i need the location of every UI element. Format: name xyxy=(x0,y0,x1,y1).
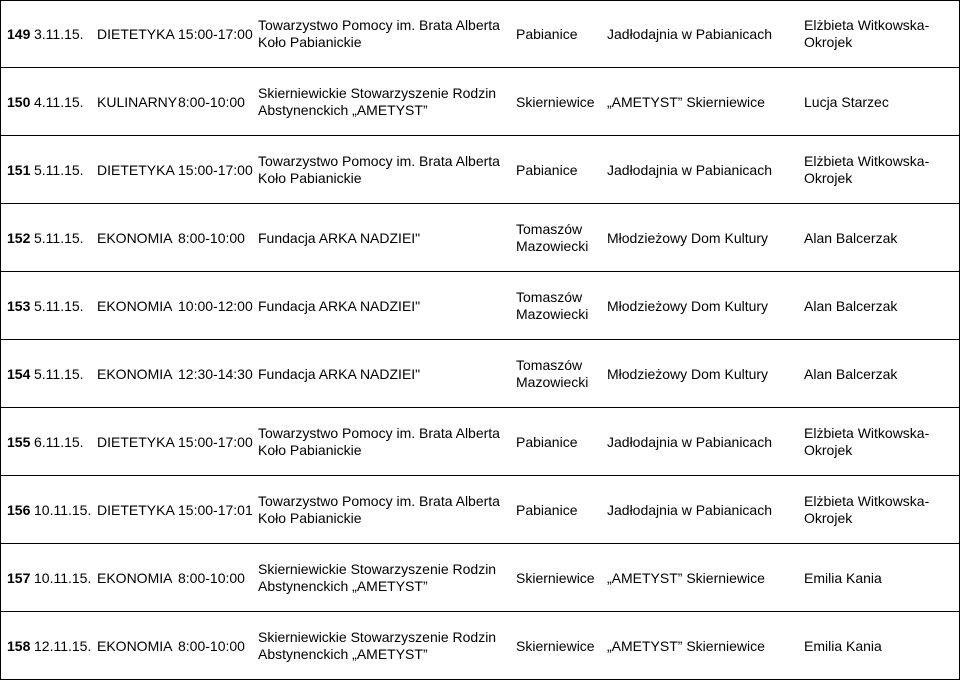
row-organization-line1: Fundacja ARKA NADZIEI" xyxy=(258,365,421,382)
row-subject: DIETETYKA xyxy=(97,433,175,450)
row-subject: EKONOMIA xyxy=(97,637,173,654)
row-city-line2: Mazowiecki xyxy=(516,374,589,390)
row-person-line2: Okrojek xyxy=(804,510,853,526)
row-organization-line1: Skierniewickie Stowarzyszenie Rodzin xyxy=(258,85,497,101)
row-organization-line2: Abstynenckich „AMETYST” xyxy=(258,102,428,118)
row-person-line1: Elżbieta Witkowska- xyxy=(804,425,930,441)
row-date: 12.11.15. xyxy=(34,637,92,654)
table-row xyxy=(0,272,960,340)
row-city xyxy=(516,340,588,408)
row-organization-line1: Skierniewickie Stowarzyszenie Rodzin xyxy=(258,561,497,577)
row-person xyxy=(804,544,882,612)
row-organization-line2: Koło Pabianickie xyxy=(258,510,362,526)
row-person-line1: Alan Balcerzak xyxy=(804,365,898,382)
row-person-line1: Alan Balcerzak xyxy=(804,229,898,246)
row-number: 154 xyxy=(7,365,31,382)
row-number: 153 xyxy=(7,297,31,314)
row-date: 5.11.15. xyxy=(34,161,84,178)
row-time: 15:00-17:00 xyxy=(178,161,253,178)
row-person-line2: Okrojek xyxy=(804,442,853,458)
row-city-line1: Tomaszów xyxy=(516,357,583,373)
row-date: 5.11.15. xyxy=(34,365,84,382)
row-person-line1: Emilia Kania xyxy=(804,569,882,586)
row-city-line2: Mazowiecki xyxy=(516,238,589,254)
row-divider xyxy=(0,475,960,476)
row-organization xyxy=(258,68,496,136)
row-person-line2: Okrojek xyxy=(804,170,853,186)
row-person xyxy=(804,68,889,136)
row-city xyxy=(516,0,578,68)
row-date: 4.11.15. xyxy=(34,93,84,110)
row-divider xyxy=(0,0,960,1)
row-subject: EKONOMIA xyxy=(97,569,173,586)
row-organization-line1: Towarzystwo Pomocy im. Brata Alberta xyxy=(258,493,500,509)
row-city xyxy=(516,476,578,544)
row-divider xyxy=(0,543,960,544)
row-organization-line2: Koło Pabianickie xyxy=(258,170,362,186)
row-place: Młodzieżowy Dom Kultury xyxy=(607,297,769,314)
row-organization xyxy=(258,544,496,612)
row-organization xyxy=(258,612,496,680)
row-subject: EKONOMIA xyxy=(97,297,173,314)
row-city xyxy=(516,204,588,272)
row-date: 5.11.15. xyxy=(34,297,84,314)
row-city-line1: Skierniewice xyxy=(516,93,595,110)
row-organization xyxy=(258,136,500,204)
row-number: 155 xyxy=(7,433,31,450)
row-divider xyxy=(0,67,960,68)
table-row xyxy=(0,408,960,476)
row-subject: KULINARNY xyxy=(97,93,178,110)
row-person xyxy=(804,0,929,68)
row-organization xyxy=(258,0,500,68)
row-subject: EKONOMIA xyxy=(97,365,173,382)
table-row xyxy=(0,476,960,544)
row-number: 149 xyxy=(7,25,31,42)
row-time: 15:00-17:01 xyxy=(178,501,253,518)
row-time: 8:00-10:00 xyxy=(178,569,245,586)
row-organization-line2: Abstynenckich „AMETYST” xyxy=(258,578,428,594)
row-place: Jadłodajnia w Pabianicach xyxy=(607,433,772,450)
row-person xyxy=(804,136,929,204)
row-city xyxy=(516,544,595,612)
row-divider xyxy=(0,679,960,680)
row-time: 8:00-10:00 xyxy=(178,93,245,110)
table-row xyxy=(0,68,960,136)
row-date: 5.11.15. xyxy=(34,229,84,246)
row-person xyxy=(804,204,897,272)
row-organization xyxy=(258,340,420,408)
row-time: 15:00-17:00 xyxy=(178,433,253,450)
row-city-line1: Pabianice xyxy=(516,501,578,518)
row-time: 8:00-10:00 xyxy=(178,229,245,246)
row-number: 150 xyxy=(7,93,31,110)
row-person-line1: Alan Balcerzak xyxy=(804,297,898,314)
row-person xyxy=(804,340,897,408)
row-organization xyxy=(258,408,500,476)
row-city xyxy=(516,612,595,680)
row-organization-line1: Skierniewickie Stowarzyszenie Rodzin xyxy=(258,629,497,645)
row-person-line1: Lucja Starzec xyxy=(804,93,889,110)
row-date: 10.11.15. xyxy=(34,501,92,518)
table-row xyxy=(0,0,960,68)
row-divider xyxy=(0,339,960,340)
row-time: 8:00-10:00 xyxy=(178,637,245,654)
row-place: Jadłodajnia w Pabianicach xyxy=(607,501,772,518)
row-divider xyxy=(0,271,960,272)
row-place: Jadłodajnia w Pabianicach xyxy=(607,25,772,42)
row-organization-line2: Abstynenckich „AMETYST” xyxy=(258,646,428,662)
row-person xyxy=(804,272,897,340)
table-row xyxy=(0,612,960,680)
table-row xyxy=(0,136,960,204)
row-number: 151 xyxy=(7,161,31,178)
table-row xyxy=(0,204,960,272)
row-person-line1: Elżbieta Witkowska- xyxy=(804,153,930,169)
table-row xyxy=(0,340,960,408)
row-divider xyxy=(0,407,960,408)
row-organization-line1: Fundacja ARKA NADZIEI" xyxy=(258,229,421,246)
row-city-line1: Pabianice xyxy=(516,25,578,42)
row-place: „AMETYST” Skierniewice xyxy=(607,569,765,586)
row-subject: EKONOMIA xyxy=(97,229,173,246)
row-time: 15:00-17:00 xyxy=(178,25,253,42)
row-city-line1: Tomaszów xyxy=(516,289,583,305)
row-city xyxy=(516,408,578,476)
row-organization-line1: Fundacja ARKA NADZIEI" xyxy=(258,297,421,314)
row-person xyxy=(804,476,929,544)
row-person-line1: Emilia Kania xyxy=(804,637,882,654)
row-date: 10.11.15. xyxy=(34,569,92,586)
row-city-line2: Mazowiecki xyxy=(516,306,589,322)
row-organization xyxy=(258,272,420,340)
row-place: Młodzieżowy Dom Kultury xyxy=(607,229,769,246)
row-city-line1: Pabianice xyxy=(516,433,578,450)
row-city xyxy=(516,136,578,204)
row-subject: DIETETYKA xyxy=(97,161,175,178)
row-place: „AMETYST” Skierniewice xyxy=(607,93,765,110)
row-person-line2: Okrojek xyxy=(804,34,853,50)
row-number: 157 xyxy=(7,569,31,586)
row-time: 10:00-12:00 xyxy=(178,297,253,314)
row-city-line1: Pabianice xyxy=(516,161,578,178)
row-organization xyxy=(258,476,500,544)
row-city xyxy=(516,272,588,340)
row-person xyxy=(804,408,929,476)
row-city-line1: Skierniewice xyxy=(516,637,595,654)
row-person-line1: Elżbieta Witkowska- xyxy=(804,493,930,509)
row-organization-line1: Towarzystwo Pomocy im. Brata Alberta xyxy=(258,153,500,169)
row-city-line1: Tomaszów xyxy=(516,221,583,237)
row-person xyxy=(804,612,882,680)
row-city xyxy=(516,68,595,136)
row-organization-line1: Towarzystwo Pomocy im. Brata Alberta xyxy=(258,425,500,441)
row-organization-line2: Koło Pabianickie xyxy=(258,34,362,50)
row-place: „AMETYST” Skierniewice xyxy=(607,637,765,654)
row-number: 156 xyxy=(7,501,31,518)
row-date: 3.11.15. xyxy=(34,25,84,42)
row-divider xyxy=(0,135,960,136)
row-divider xyxy=(0,611,960,612)
row-city-line1: Skierniewice xyxy=(516,569,595,586)
table-border xyxy=(0,0,1,680)
row-number: 158 xyxy=(7,637,31,654)
row-date: 6.11.15. xyxy=(34,433,84,450)
row-number: 152 xyxy=(7,229,31,246)
row-divider xyxy=(0,203,960,204)
row-organization-line1: Towarzystwo Pomocy im. Brata Alberta xyxy=(258,17,500,33)
row-subject: DIETETYKA xyxy=(97,501,175,518)
row-place: Jadłodajnia w Pabianicach xyxy=(607,161,772,178)
row-organization xyxy=(258,204,420,272)
row-subject: DIETETYKA xyxy=(97,25,175,42)
row-time: 12:30-14:30 xyxy=(178,365,253,382)
row-place: Młodzieżowy Dom Kultury xyxy=(607,365,769,382)
table-row xyxy=(0,544,960,612)
row-person-line1: Elżbieta Witkowska- xyxy=(804,17,930,33)
row-organization-line2: Koło Pabianickie xyxy=(258,442,362,458)
